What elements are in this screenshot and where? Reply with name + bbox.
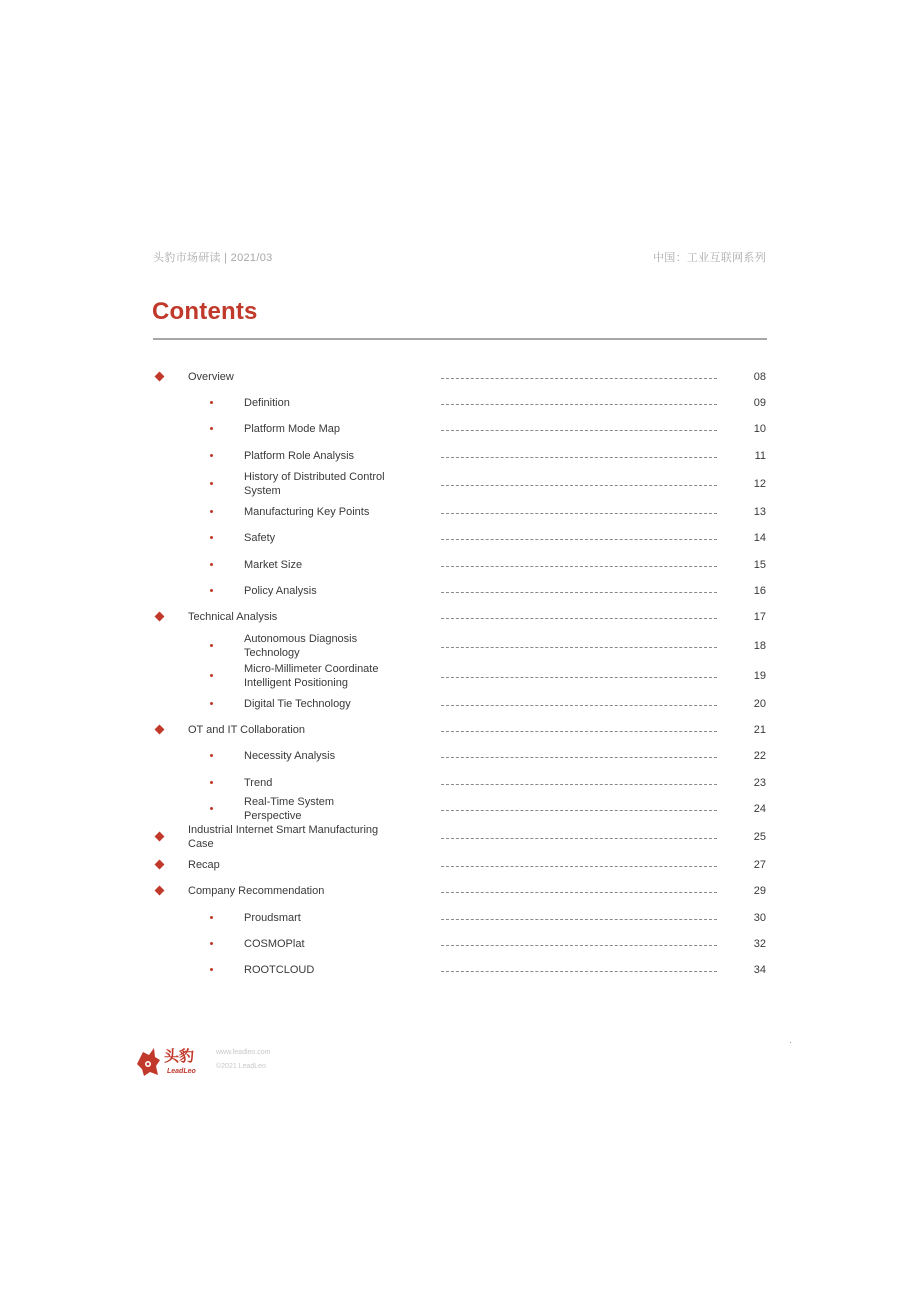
toc-page-number: 23 (753, 777, 766, 789)
leadleo-logo-icon (134, 1042, 204, 1078)
logo-cn-text: 头豹 (164, 1047, 195, 1065)
toc-page-number: 16 (753, 585, 766, 597)
toc-label: Recap (188, 859, 220, 871)
toc-label: Micro-Millimeter Coordinate Intelligent Positioning (244, 663, 379, 689)
dot-bullet-icon (210, 454, 213, 457)
toc-label: Company Recommendation (188, 885, 325, 897)
toc-page-number: 21 (753, 724, 766, 736)
toc-leader-line (441, 705, 717, 706)
toc-label: Trend (244, 777, 273, 789)
toc-page-number: 27 (753, 859, 766, 871)
diamond-bullet-icon (155, 725, 165, 735)
toc-leader-line (441, 810, 717, 811)
dot-bullet-icon (210, 916, 213, 919)
toc-leader-line (441, 485, 717, 486)
toc-label: Policy Analysis (244, 585, 317, 597)
dot-bullet-icon (210, 563, 213, 566)
toc-label: Overview (188, 371, 234, 383)
toc-leader-line (441, 457, 717, 458)
toc-label: Autonomous Diagnosis Technology (244, 633, 358, 659)
toc-page-number: 11 (754, 450, 766, 462)
toc-leader-line (441, 430, 717, 431)
toc-page-number: 09 (753, 397, 766, 409)
toc-page-number: 34 (753, 964, 766, 976)
dot-bullet-icon (210, 807, 213, 810)
toc-label: Necessity Analysis (244, 750, 336, 762)
dot-bullet-icon (210, 401, 213, 404)
dot-bullet-icon (210, 781, 213, 784)
dot-bullet-icon (210, 754, 213, 757)
title-divider (153, 338, 767, 340)
toc-label: Safety (244, 532, 276, 544)
toc-label: OT and IT Collaboration (188, 724, 305, 736)
toc-page-number: 17 (753, 611, 766, 623)
toc-label: Definition (244, 397, 290, 409)
toc-leader-line (441, 677, 717, 678)
diamond-bullet-icon (155, 372, 165, 382)
toc-page-number: 08 (753, 371, 766, 383)
header-right: 中国：工业互联网系列 (653, 252, 766, 264)
toc-leader-line (441, 378, 717, 379)
toc-leader-line (441, 513, 717, 514)
toc-page-number: 20 (753, 698, 766, 710)
diamond-bullet-icon (155, 832, 165, 842)
dot-bullet-icon (210, 644, 213, 647)
page-title: Contents (152, 298, 258, 325)
toc-label: Industrial Internet Smart Manufacturing Case (188, 824, 379, 850)
toc-page-number: 15 (753, 559, 766, 571)
dot-bullet-icon (210, 674, 213, 677)
diamond-bullet-icon (155, 886, 165, 896)
toc-leader-line (441, 731, 717, 732)
toc-leader-line (441, 784, 717, 785)
toc-leader-line (441, 647, 717, 648)
toc-label: ROOTCLOUD (244, 964, 315, 976)
toc-label: Manufacturing Key Points (244, 506, 370, 518)
toc-page-number: 24 (753, 803, 766, 815)
toc-leader-line (441, 838, 717, 839)
dot-bullet-icon (210, 427, 213, 430)
toc-page-number: 13 (753, 506, 766, 518)
toc-page-number: 29 (753, 885, 766, 897)
dot-bullet-icon (210, 589, 213, 592)
toc-leader-line (441, 757, 717, 758)
dot-bullet-icon (210, 942, 213, 945)
toc-label: Platform Mode Map (244, 423, 340, 435)
toc-leader-line (441, 592, 717, 593)
toc-leader-line (441, 618, 717, 619)
toc-label: Real-Time System Perspective (244, 796, 335, 822)
page-mark (790, 1042, 791, 1043)
diamond-bullet-icon (155, 860, 165, 870)
toc-leader-line (441, 539, 717, 540)
toc-label: History of Distributed Control System (244, 471, 385, 497)
toc-leader-line (441, 945, 717, 946)
toc-page-number: 22 (753, 750, 766, 762)
header-left: 头豹市场研读 | 2021/03 (153, 252, 273, 264)
dot-bullet-icon (210, 482, 213, 485)
toc-page-number: 12 (753, 478, 766, 490)
toc-leader-line (441, 866, 717, 867)
dot-bullet-icon (210, 510, 213, 513)
toc-leader-line (441, 971, 717, 972)
toc-label: COSMOPlat (244, 938, 305, 950)
toc-leader-line (441, 892, 717, 893)
dot-bullet-icon (210, 968, 213, 971)
toc-page-number: 32 (753, 938, 766, 950)
toc-label: Platform Role Analysis (244, 450, 355, 462)
toc-label: Market Size (244, 559, 303, 571)
toc-leader-line (441, 566, 717, 567)
toc-page-number: 18 (753, 640, 766, 652)
toc-page-number: 14 (753, 532, 766, 544)
logo-en-text: LeadLeo (167, 1068, 196, 1075)
toc-leader-line (441, 404, 717, 405)
toc-label: Proudsmart (244, 912, 301, 924)
toc-page-number: 25 (753, 831, 766, 843)
toc-page-number: 10 (753, 423, 766, 435)
toc-label: Digital Tie Technology (244, 698, 351, 710)
footer-website: www.leadleo.com (216, 1049, 271, 1056)
dot-bullet-icon (210, 702, 213, 705)
toc-page-number: 30 (753, 912, 766, 924)
footer-copyright: ©2021 LeadLeo (216, 1063, 266, 1070)
toc-leader-line (441, 919, 717, 920)
dot-bullet-icon (210, 536, 213, 539)
diamond-bullet-icon (155, 612, 165, 622)
toc-label: Technical Analysis (188, 611, 278, 623)
toc-page-number: 19 (753, 670, 766, 682)
